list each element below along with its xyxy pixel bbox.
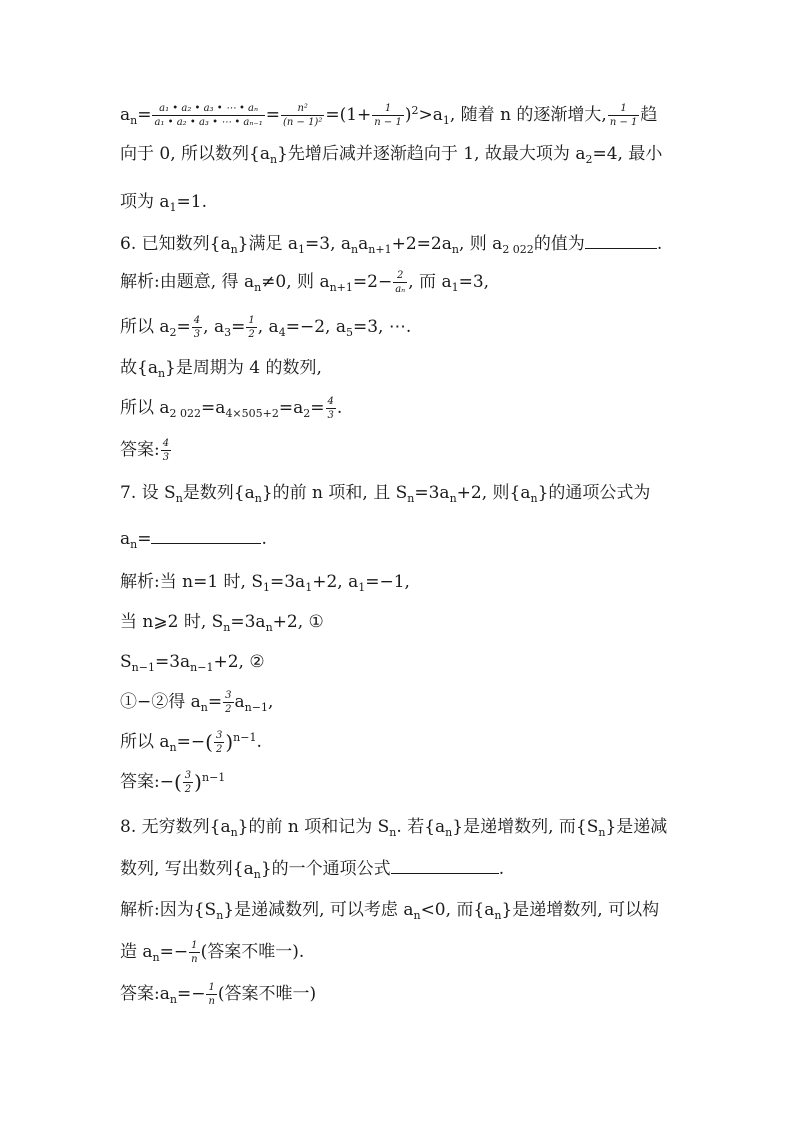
q6-analysis-line-1: 解析:由题意, 得 $a_n\ne 0$, 则 $a_{n+1}=2-$ $\frac{2}{\text{aₙ}}$ , 而 $a_1=3$, — [120, 270, 490, 295]
q6-analysis-line-2: 所以 $a_2=$ $\frac{4}{3}$ , $a_3=$ $\frac{1}{2}$ , $a_4=-2$, $a_5=3$, ⋯. — [120, 315, 412, 340]
question-7-line-2: $a_n=$ . — [120, 529, 267, 551]
q7-analysis-line-1: 解析:当 n=1 时, $S_1=3a_1+2$, $a_1=-1$, — [120, 572, 410, 594]
q8-answer: 答案$:a_n=-$ $\frac{1}{n}$ (答案不唯一) — [120, 982, 317, 1007]
q6-answer: 答案: $\frac{4}{3}$ — [120, 438, 170, 463]
answer-blank — [151, 527, 261, 544]
question-6: 6. 已知数列$\{a_n\}$满足 $a_1=3$, $a_na_{n+1}+2=2a_n$, 则 $a_{2 022}$的值为 . — [120, 234, 663, 256]
fraction: $\frac{1}{n - 1}$ — [374, 103, 402, 128]
fraction: $\frac{\text{n²}}{\text{(n − 1)²}}$ — [282, 103, 323, 128]
fraction: $\frac{1}{2}$ — [248, 315, 255, 340]
question-8-line-1: 8. 无穷数列$\{a_n\}$的前 n 项和记为 $S_n$. 若$\{a_n\}$是递增数列, 而$\{S_n\}$是递减 — [120, 817, 668, 839]
q7-analysis-line-4: ①−②得 $a_n=$ $\frac{3}{2}$ $a_{n-1}$, — [120, 690, 274, 715]
answer-blank — [391, 857, 499, 874]
fraction: $\frac{4}{3}$ — [327, 396, 334, 421]
q7-answer: 答案:−( $\frac{3}{2}$ )$^{n-1}$ — [120, 770, 226, 795]
q6-analysis-line-4: 所以 $a_{2 022}=a_{4\times 505+2}=a_2=$ $\frac{4}{3}$ . — [120, 396, 343, 421]
q7-analysis-line-2: 当 n⩾2 时, $S_n=3a_n+2$, ① — [120, 612, 324, 634]
q7-analysis-line-5: 所以 $a_n=-$( $\frac{3}{2}$ )$^{n-1}$. — [120, 730, 262, 755]
solution-continuation-line-3: 项为 $a_1=1$. — [120, 192, 208, 214]
fraction: $\frac{\text{a₁ • a₂ • a₃ • ⋯ • aₙ}}{\text{a₁ • a₂ • a₃ • ⋯ • aₙ₋₁}}$ — [154, 103, 263, 128]
fraction: $\frac{1}{n}$ — [191, 940, 198, 965]
q8-analysis-line-1: 解析:因为$\{S_n\}$是递减数列, 可以考虑 $a_n<0$, 而$\{a_n\}$是递增数列, 可以构 — [120, 900, 660, 922]
fraction: $\frac{3}{2}$ — [225, 690, 232, 715]
solution-continuation-line-1: $a_n=$ $\frac{\text{a₁ • a₂ • a₃ • ⋯ • aₙ}}{\text{a₁ • a₂ • a₃ • ⋯ • aₙ₋₁}}$ = $\frac{\text{n²}}{\text{(n − 1)²}}$ =(1+ $\frac{1}{n - 1}$ )$^2>a_1$, 随着 n 的逐渐增大, $\frac{1}{n - 1}$ 趋 — [120, 103, 658, 128]
fraction: $\frac{4}{3}$ — [162, 438, 170, 463]
fraction: $\frac{1}{n}$ — [208, 982, 215, 1007]
question-8-line-2: 数列, 写出数列$\{a_n\}$的一个通项公式 . — [120, 859, 505, 881]
fraction: $\frac{3}{2}$ — [184, 770, 192, 795]
fraction: $\frac{1}{n - 1}$ — [609, 103, 638, 128]
solution-continuation-line-2: 向于 0, 所以数列$\{a_n\}$先增后减并逐渐趋向于 1, 故最大项为 $a_2=4$, 最小 — [120, 144, 663, 166]
fraction: $\frac{2}{\text{aₙ}}$ — [395, 270, 406, 295]
fraction: $\frac{4}{3}$ — [193, 315, 201, 340]
question-7-line-1: 7. 设 $S_n$是数列$\{a_n\}$的前 n 项和, 且 $S_n=3a_n+2$, 则$\{a_n\}$的通项公式为 — [120, 483, 651, 505]
q6-analysis-line-3: 故$\{a_n\}$是周期为 4 的数列, — [120, 358, 322, 380]
q8-analysis-line-2: 造 $a_n=-$ $\frac{1}{n}$ (答案不唯一). — [120, 940, 305, 965]
answer-blank — [585, 232, 657, 249]
fraction: $\frac{3}{2}$ — [215, 730, 223, 755]
q7-analysis-line-3: $S_{n-1}=3a_{n-1}+2$, ② — [120, 652, 265, 674]
